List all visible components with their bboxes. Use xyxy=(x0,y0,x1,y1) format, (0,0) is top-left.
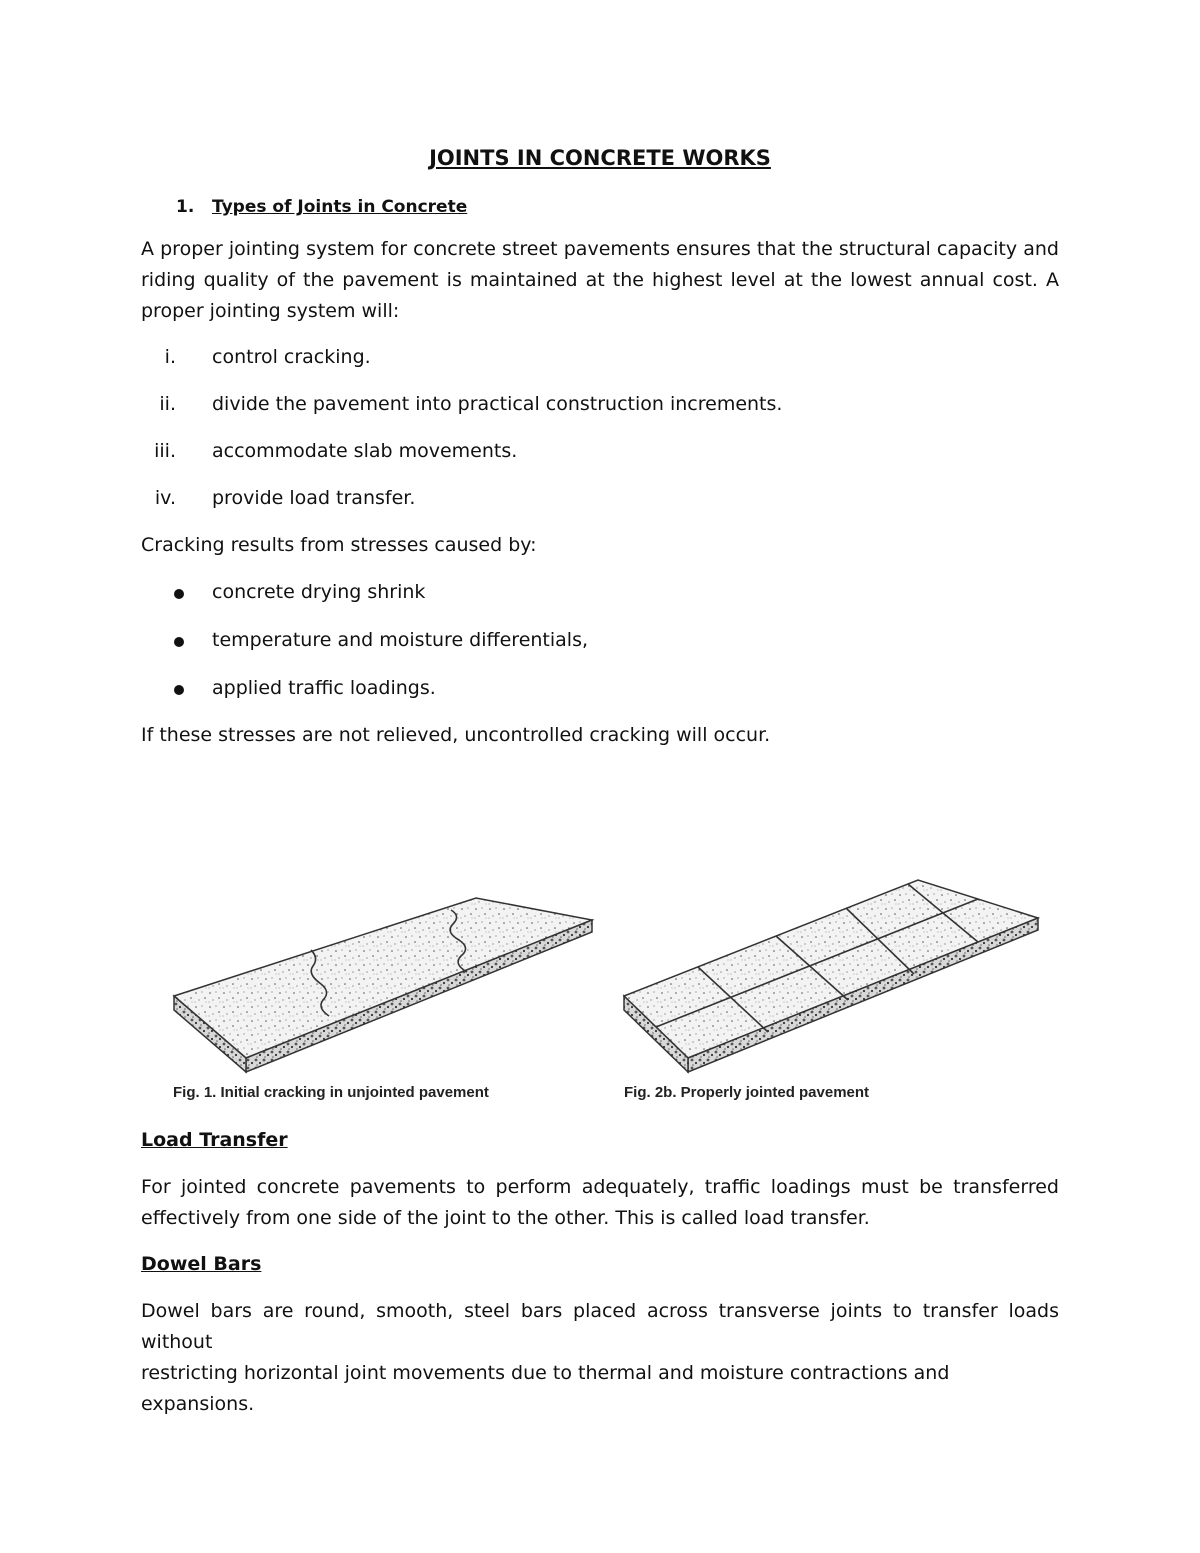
list-number: iii. xyxy=(154,440,176,462)
load-transfer-heading: Load Transfer xyxy=(141,1129,288,1151)
load-transfer-paragraph xyxy=(141,1172,1059,1234)
list-number: i. xyxy=(164,346,176,368)
list-text: accommodate slab movements. xyxy=(212,440,518,462)
intro-line-2: riding quality of the pavement is maintained at the highest level at the lowest annual cost. A xyxy=(141,269,1059,291)
fig2b-jointed-pavement-illustration xyxy=(618,850,1048,1075)
bullet-icon xyxy=(174,589,184,599)
list-text: control cracking. xyxy=(212,346,371,368)
load-transfer-line-1: For jointed concrete pavements to perform adequately, traffic loadings must be transferred xyxy=(141,1176,1059,1198)
fig1-caption: Fig. 1. Initial cracking in unjointed pavement xyxy=(173,1084,489,1101)
list-text: applied traffic loadings. xyxy=(212,677,436,699)
cracking-intro: Cracking results from stresses caused by: xyxy=(141,534,537,556)
dowel-bars-heading: Dowel Bars xyxy=(141,1253,262,1275)
list-number: iv. xyxy=(154,487,176,509)
page-title: JOINTS IN CONCRETE WORKS xyxy=(429,146,771,170)
fig2b-caption: Fig. 2b. Properly jointed pavement xyxy=(624,1084,870,1101)
load-transfer-line-2: effectively from one side of the joint to the other. This is called load transfer. xyxy=(141,1207,870,1229)
dowel-bars-line-2: restricting horizontal joint movements due to thermal and moisture contractions and expansions. xyxy=(141,1362,950,1415)
fig1-unjointed-pavement-illustration xyxy=(166,850,606,1075)
dowel-bars-line-1: Dowel bars are round, smooth, steel bars placed across transverse joints to transfer loads without xyxy=(141,1300,1059,1353)
intro-line-3: proper jointing system will: xyxy=(141,300,400,322)
list-text: concrete drying shrink xyxy=(212,581,426,603)
dowel-bars-paragraph xyxy=(141,1296,1059,1420)
list-text: divide the pavement into practical construction increments. xyxy=(212,393,783,415)
list-text: temperature and moisture differentials, xyxy=(212,629,589,651)
intro-line-1: A proper jointing system for concrete street pavements ensures that the structural capacity and xyxy=(141,238,1059,260)
section-heading: Types of Joints in Concrete xyxy=(212,197,468,217)
list-text: provide load transfer. xyxy=(212,487,416,509)
list-number: ii. xyxy=(159,393,176,415)
intro-paragraph xyxy=(141,234,1059,327)
section-number: 1. xyxy=(176,197,195,217)
bullet-icon xyxy=(174,637,184,647)
cracking-conclusion: If these stresses are not relieved, uncontrolled cracking will occur. xyxy=(141,724,771,746)
bullet-icon xyxy=(174,685,184,695)
